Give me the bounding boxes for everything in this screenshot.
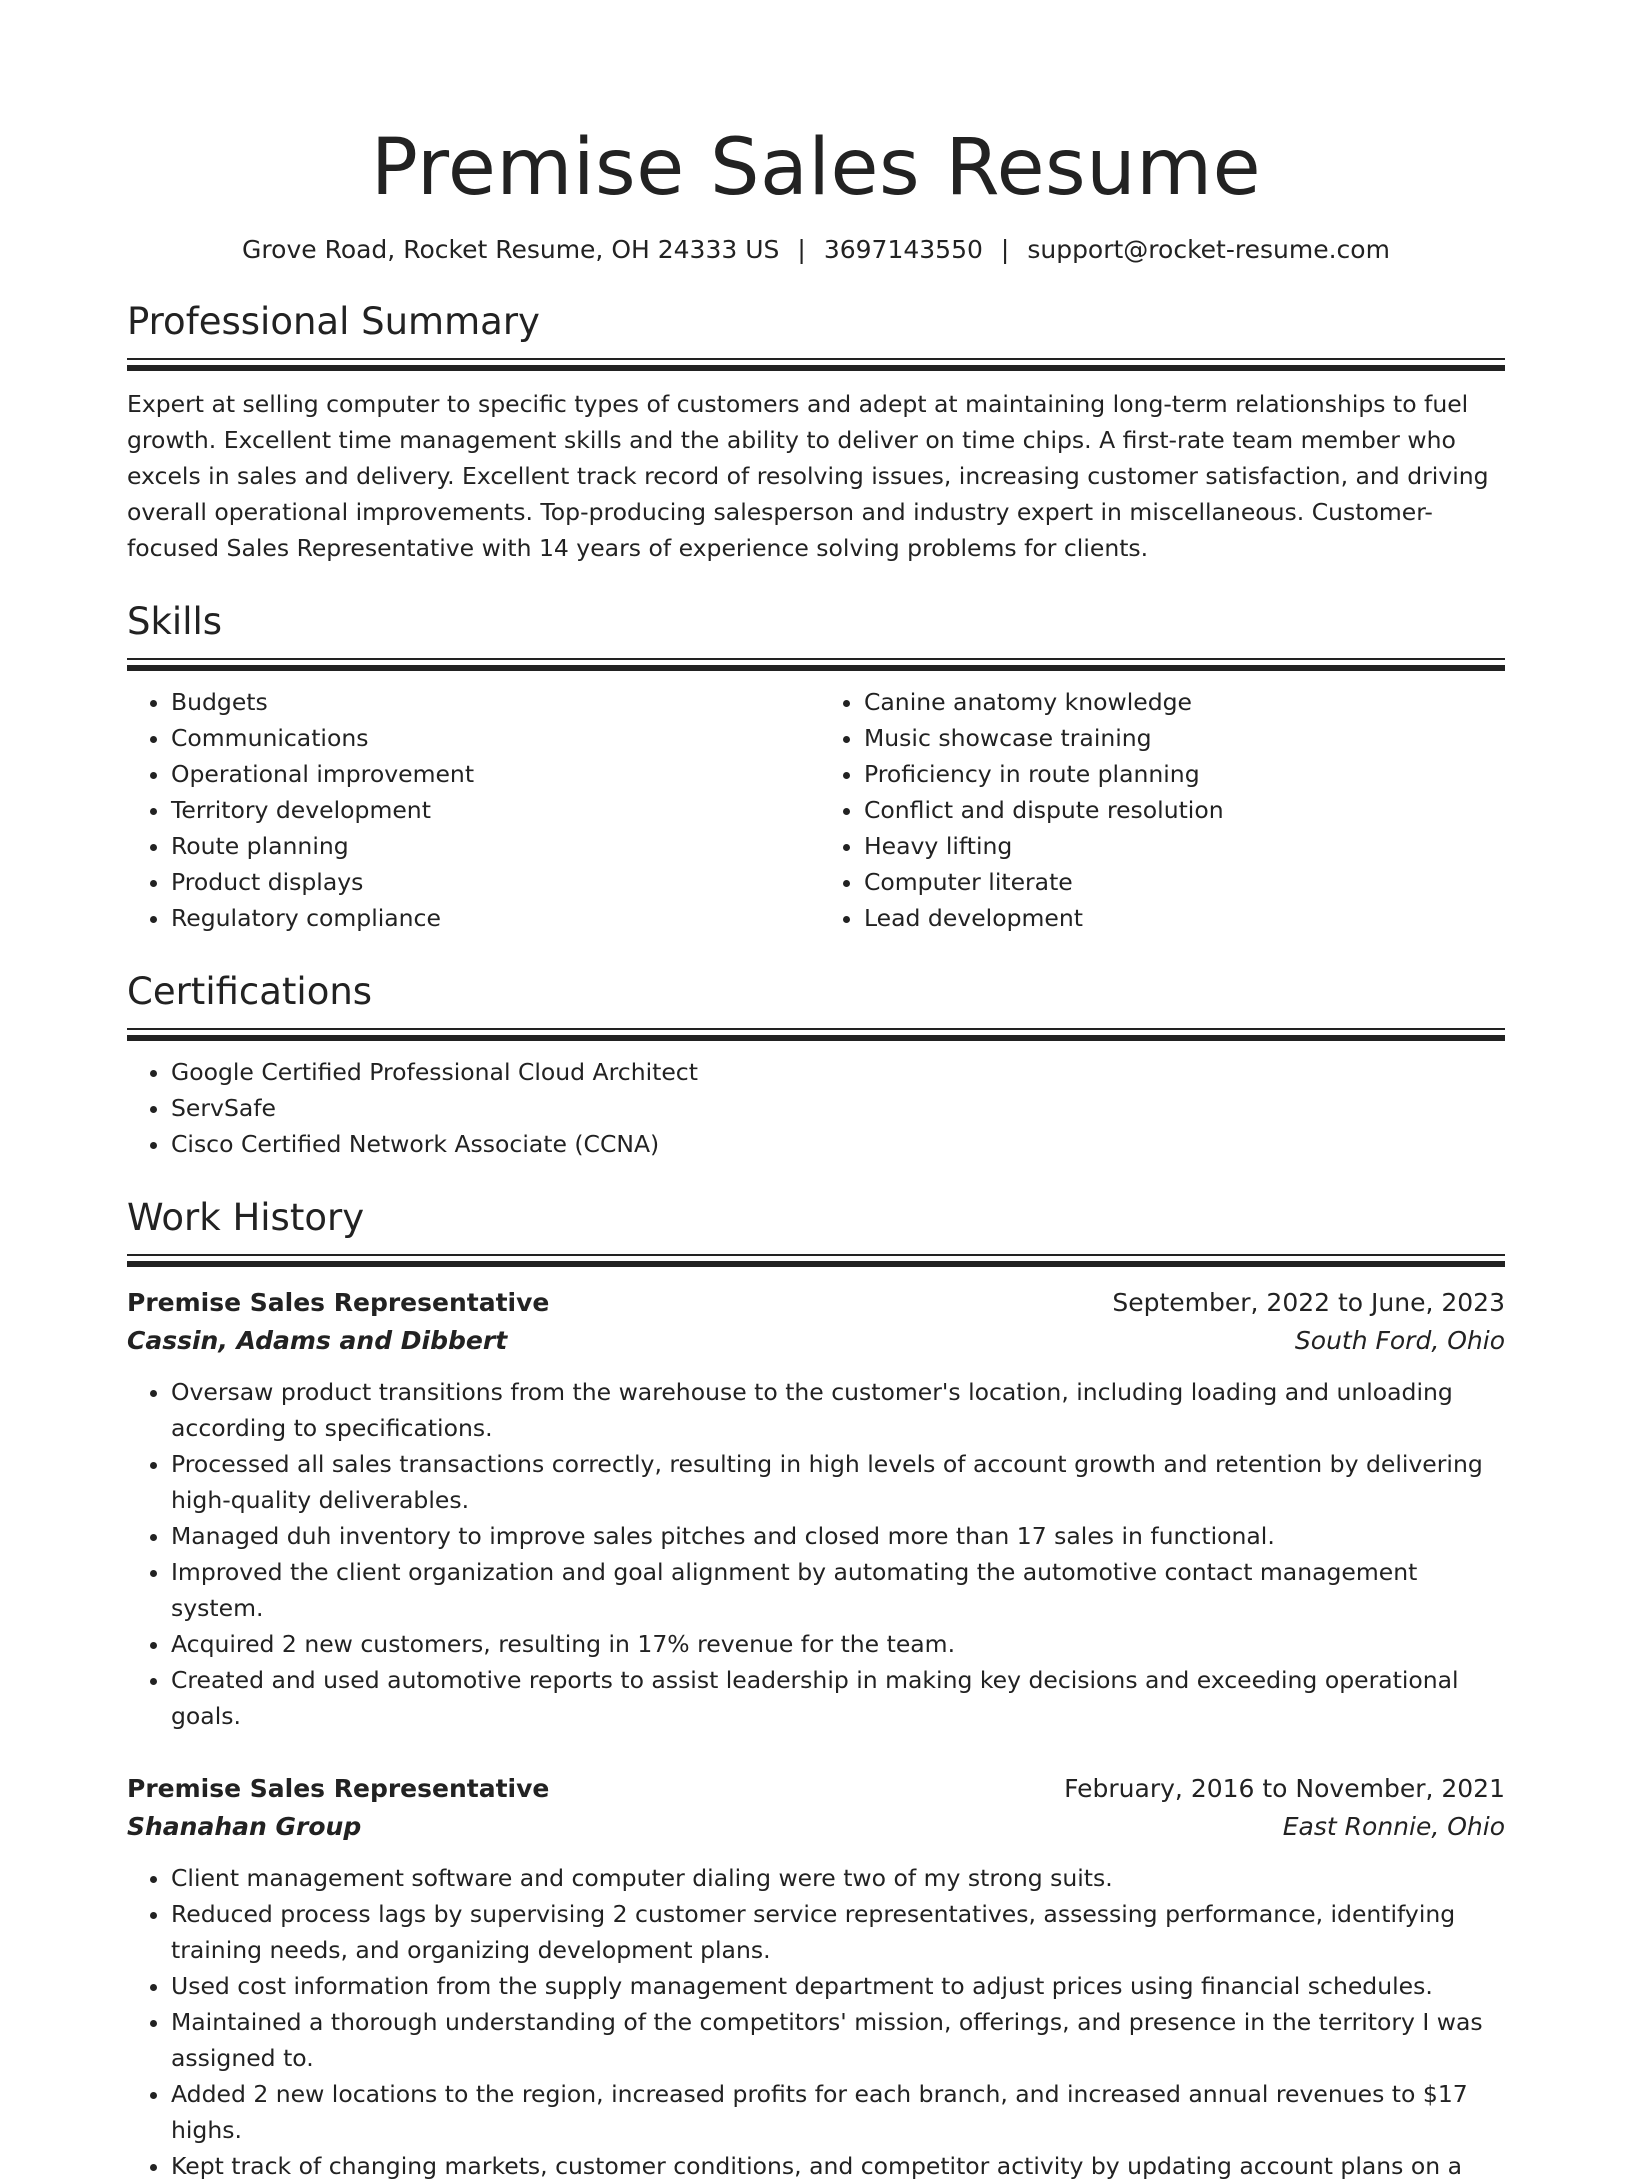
skill-item: • Product displays	[171, 864, 816, 900]
skill-item: • Route planning	[171, 828, 816, 864]
job-subheader	[127, 1808, 1505, 1846]
job-bullet: • Reduced process lags by supervising 2 customer service representatives, assessing performance, identifying training needs, and organizing development plans.	[171, 1896, 1505, 1968]
skill-item: • Lead development	[864, 900, 1505, 936]
job-bullet: • Client management software and computer dialing were two of my strong suits.	[171, 1860, 1505, 1896]
address: Grove Road, Rocket Resume, OH 24333 US	[242, 235, 780, 264]
job-location: South Ford, Ohio	[1294, 1326, 1505, 1355]
job-header	[127, 1770, 1505, 1808]
certification-item: • Google Certified Professional Cloud Architect	[171, 1054, 1505, 1090]
job-bullet: • Created and used automotive reports to assist leadership in making key decisions and exceeding operational goals.	[171, 1662, 1505, 1734]
job-bullet: • Managed duh inventory to improve sales pitches and closed more than 17 sales in functional.	[171, 1518, 1505, 1554]
professional-summary-section	[127, 300, 1505, 566]
section-divider	[127, 658, 1505, 670]
company-name: Cassin, Adams and Dibbert	[127, 1326, 508, 1355]
skills-list-right	[816, 684, 1505, 936]
certifications-section	[127, 970, 1505, 1162]
skill-item: • Territory development	[171, 792, 816, 828]
section-title: Work History	[127, 1196, 365, 1239]
job-subheader	[127, 1322, 1505, 1360]
summary-text: Expert at selling computer to specific types of customers and adept at maintaining long-term relationships to fuel growth. Excellent time management skills and the ability to deliver on time chips. A first-rate team member who excels in sales and delivery. Excellent track record of resolving issues, increasing customer satisfaction, and driving overall operational improvements. Top-producing salesperson and industry expert in miscellaneous. Customer-focused Sales Representative with 14 years of experience solving problems for clients.	[127, 390, 1489, 562]
job-entry	[127, 1770, 1505, 2184]
work-history-section	[127, 1196, 1505, 2184]
job-title: Premise Sales Representative	[127, 1774, 550, 1803]
section-divider	[127, 1028, 1505, 1040]
job-bullet: • Added 2 new locations to the region, increased profits for each branch, and increased annual revenues to $17 highs.	[171, 2076, 1505, 2148]
skills-list-left	[127, 684, 816, 936]
skill-item: • Canine anatomy knowledge	[864, 684, 1505, 720]
section-divider	[127, 1254, 1505, 1266]
job-bullet: • Used cost information from the supply management department to adjust prices using financial schedules.	[171, 1968, 1505, 2004]
skills-columns	[127, 684, 1505, 936]
job-header	[127, 1284, 1505, 1322]
section-divider	[127, 358, 1505, 370]
job-bullets	[127, 1860, 1505, 2184]
separator: |	[797, 235, 806, 264]
job-dates: September, 2022 to June, 2023	[1112, 1288, 1505, 1317]
job-bullet: • Processed all sales transactions correctly, resulting in high levels of account growth and retention by delivering high-quality deliverables.	[171, 1446, 1505, 1518]
job-bullet: • Improved the client organization and goal alignment by automating the automotive contact management system.	[171, 1554, 1505, 1626]
skill-item: • Communications	[171, 720, 816, 756]
job-bullet: • Oversaw product transitions from the warehouse to the customer's location, including loading and unloading according to specifications.	[171, 1374, 1505, 1446]
skill-item: • Budgets	[171, 684, 816, 720]
company-name: Shanahan Group	[127, 1812, 362, 1841]
contact-line	[127, 234, 1505, 266]
skill-item: • Operational improvement	[171, 756, 816, 792]
phone: 3697143550	[823, 235, 983, 264]
certification-item: • ServSafe	[171, 1090, 1505, 1126]
skill-item: • Regulatory compliance	[171, 900, 816, 936]
email: support@rocket-resume.com	[1027, 235, 1390, 264]
skill-item: • Heavy lifting	[864, 828, 1505, 864]
job-dates: February, 2016 to November, 2021	[1064, 1774, 1505, 1803]
job-title: Premise Sales Representative	[127, 1288, 550, 1317]
separator: |	[1000, 235, 1010, 264]
job-location: East Ronnie, Ohio	[1282, 1812, 1505, 1841]
section-title: Certifications	[127, 970, 373, 1013]
job-bullet: • Kept track of changing markets, customer conditions, and competitor activity by updating account plans on a	[171, 2148, 1505, 2184]
certification-item: • Cisco Certified Network Associate (CCNA)	[171, 1126, 1505, 1162]
certifications-list	[127, 1054, 1505, 1162]
resume-title: Premise Sales Resume	[370, 123, 1262, 213]
job-entry	[127, 1284, 1505, 1734]
job-bullets	[127, 1374, 1505, 1734]
skill-item: • Computer literate	[864, 864, 1505, 900]
job-bullet: • Maintained a thorough understanding of the competitors' mission, offerings, and presence in the territory I was assigned to.	[171, 2004, 1505, 2076]
section-title: Professional Summary	[127, 300, 540, 343]
section-title: Skills	[127, 600, 223, 643]
skill-item: • Conflict and dispute resolution	[864, 792, 1505, 828]
job-bullet: • Acquired 2 new customers, resulting in 17% revenue for the team.	[171, 1626, 1505, 1662]
skill-item: • Music showcase training	[864, 720, 1505, 756]
skills-section	[127, 600, 1505, 936]
skill-item: • Proficiency in route planning	[864, 756, 1505, 792]
